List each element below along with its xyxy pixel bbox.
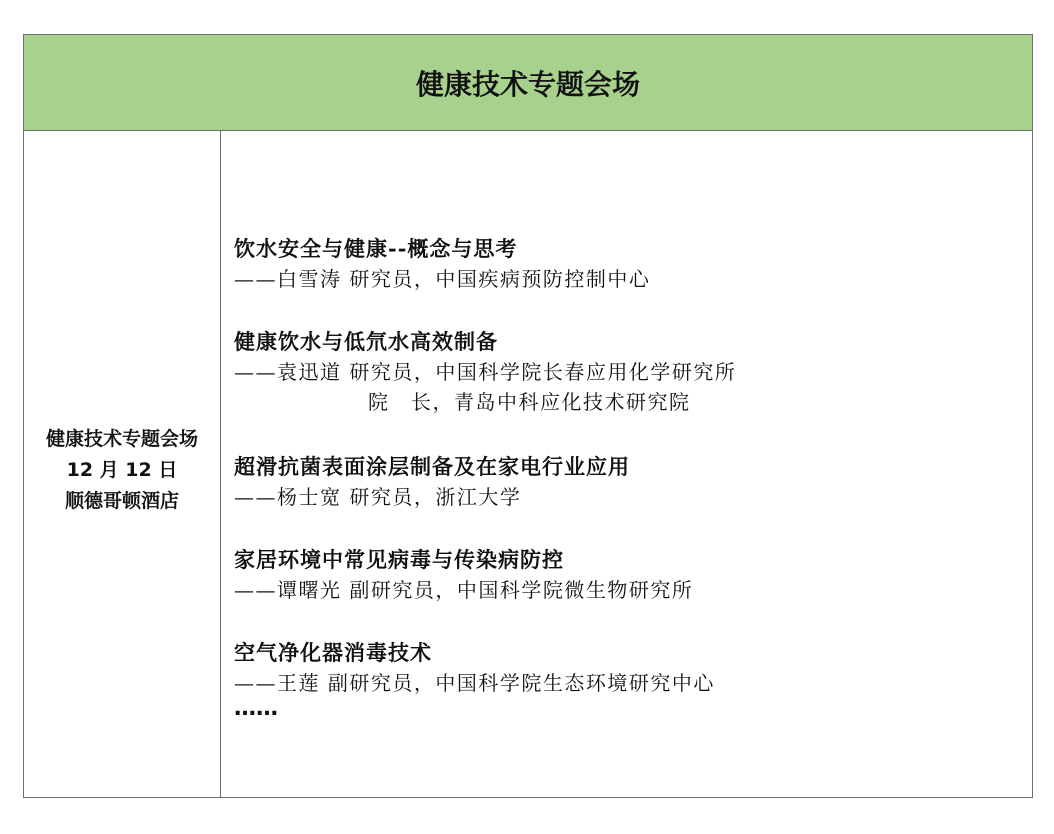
talk-speaker: ——白雪涛 研究员，中国疾病预防控制中心 <box>234 267 651 291</box>
talk-title: 家居环境中常见病毒与传染病防控 <box>234 547 564 572</box>
table-header <box>24 35 1032 131</box>
session-date: 12 月 12 日 <box>66 458 178 481</box>
talk-speaker: ——谭曙光 副研究员，中国科学院微生物研究所 <box>234 578 694 602</box>
talks-cell <box>221 131 1032 797</box>
talk-item <box>234 452 630 512</box>
talk-speaker-extra: 院 长，青岛中科应化技术研究院 <box>368 390 691 414</box>
schedule-table <box>23 34 1033 798</box>
session-info-cell <box>24 131 221 797</box>
talk-item <box>234 327 736 417</box>
more-ellipsis: …… <box>234 696 278 721</box>
talk-speaker: ——袁迅道 研究员，中国科学院长春应用化学研究所 <box>234 360 737 384</box>
talk-title: 健康饮水与低氘水高效制备 <box>234 329 498 354</box>
talk-title: 超滑抗菌表面涂层制备及在家电行业应用 <box>234 454 630 479</box>
session-location: 顺德哥顿酒店 <box>64 489 179 512</box>
session-venue: 健康技术专题会场 <box>45 427 198 450</box>
talk-item <box>234 638 715 698</box>
talk-item <box>234 234 650 294</box>
talk-title: 空气净化器消毒技术 <box>234 640 432 665</box>
talk-item <box>234 545 693 605</box>
talk-speaker: ——杨士宽 研究员，浙江大学 <box>234 485 522 509</box>
page-title: 健康技术专题会场 <box>415 67 640 101</box>
talk-title: 饮水安全与健康--概念与思考 <box>234 236 518 261</box>
talk-speaker: ——王莲 副研究员，中国科学院生态环境研究中心 <box>234 671 715 695</box>
